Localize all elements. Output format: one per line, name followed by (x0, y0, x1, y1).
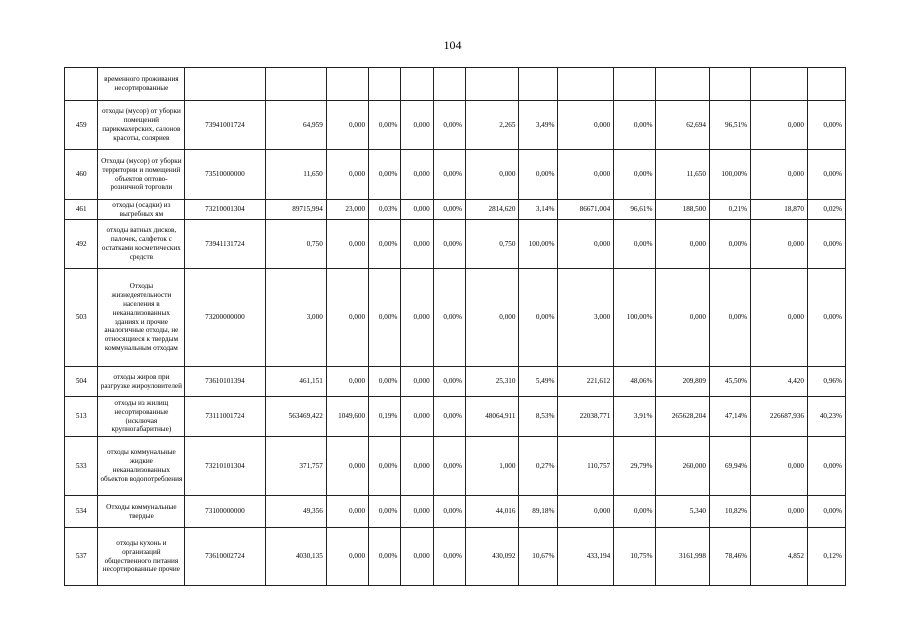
percent-cell: 0,00% (519, 150, 558, 200)
row-id: 513 (65, 397, 98, 437)
percent-cell: 0,12% (807, 528, 845, 586)
waste-statistics-table (64, 67, 846, 586)
percent-cell: 0,00% (614, 150, 656, 200)
percent-cell: 78,46% (709, 528, 750, 586)
value-cell: 0,000 (326, 496, 368, 528)
percent-cell: 0,00% (369, 367, 401, 397)
percent-cell: 10,67% (519, 528, 558, 586)
value-cell: 0,000 (656, 220, 709, 269)
value-cell: 0,000 (751, 496, 808, 528)
percent-cell: 100,00% (709, 150, 750, 200)
value-cell: 0,000 (401, 437, 433, 496)
row-id: 459 (65, 101, 98, 150)
percent-cell: 0,00% (433, 496, 465, 528)
percent-cell: 5,49% (519, 367, 558, 397)
percent-cell: 0,96% (807, 367, 845, 397)
table-row (65, 437, 846, 496)
value-cell: 23,000 (326, 200, 368, 220)
value-cell: 48064,911 (466, 397, 519, 437)
value-cell (369, 68, 401, 101)
percent-cell: 96,61% (614, 200, 656, 220)
waste-name: отходы из жилищ несортированные (исключая крупногабаритные) (98, 397, 185, 437)
value-cell: 0,000 (558, 496, 614, 528)
value-cell: 0,000 (558, 150, 614, 200)
value-cell (807, 68, 845, 101)
percent-cell: 89,18% (519, 496, 558, 528)
value-cell: 0,000 (326, 220, 368, 269)
waste-name: отходы (мусор) от уборки помещений парикмахерских, салонов красоты, соляриев (98, 101, 185, 150)
fkko-code: 73100000000 (185, 496, 265, 528)
percent-cell: 0,03% (369, 200, 401, 220)
waste-name: отходы коммунальные жидкие неканализованных объектов водопотребления (98, 437, 185, 496)
value-cell (433, 68, 465, 101)
percent-cell: 40,23% (807, 397, 845, 437)
value-cell: 265628,204 (656, 397, 709, 437)
value-cell (466, 68, 519, 101)
value-cell: 62,694 (656, 101, 709, 150)
value-cell: 209,809 (656, 367, 709, 397)
total-mass: 49,356 (265, 496, 326, 528)
value-cell: 0,000 (466, 269, 519, 367)
table-row (65, 528, 846, 586)
table-row (65, 496, 846, 528)
value-cell: 0,000 (326, 437, 368, 496)
value-cell: 0,750 (466, 220, 519, 269)
percent-cell: 0,00% (709, 220, 750, 269)
waste-name: Отходы жизнедеятельности населения в неканализованных зданиях и прочие аналогичные отходы, не относящиеся к твердым коммунальным отходам (98, 269, 185, 367)
percent-cell: 0,00% (807, 101, 845, 150)
total-mass: 64,959 (265, 101, 326, 150)
value-cell: 260,000 (656, 437, 709, 496)
value-cell: 0,000 (558, 220, 614, 269)
waste-name: отходы ватных дисков, палочек, салфеток с остатками косметических средств (98, 220, 185, 269)
value-cell: 0,000 (558, 101, 614, 150)
value-cell: 0,000 (401, 528, 433, 586)
value-cell: 0,000 (466, 150, 519, 200)
percent-cell: 0,00% (614, 101, 656, 150)
row-id: 533 (65, 437, 98, 496)
row-id: 503 (65, 269, 98, 367)
value-cell: 2,265 (466, 101, 519, 150)
value-cell (656, 68, 709, 101)
fkko-code (185, 68, 265, 101)
table-row (65, 68, 846, 101)
fkko-code: 73111001724 (185, 397, 265, 437)
value-cell (558, 68, 614, 101)
value-cell (614, 68, 656, 101)
value-cell: 0,000 (751, 220, 808, 269)
total-mass: 371,757 (265, 437, 326, 496)
value-cell: 0,000 (401, 397, 433, 437)
waste-name: Отходы коммунальные твердые (98, 496, 185, 528)
value-cell: 25,310 (466, 367, 519, 397)
percent-cell: 0,00% (433, 269, 465, 367)
value-cell: 433,194 (558, 528, 614, 586)
percent-cell: 47,14% (709, 397, 750, 437)
value-cell: 11,650 (656, 150, 709, 200)
percent-cell: 0,00% (807, 269, 845, 367)
value-cell: 22038,771 (558, 397, 614, 437)
percent-cell: 0,00% (807, 150, 845, 200)
value-cell: 0,000 (326, 269, 368, 367)
table-row (65, 150, 846, 200)
percent-cell: 48,06% (614, 367, 656, 397)
fkko-code: 73941001724 (185, 101, 265, 150)
percent-cell: 0,00% (369, 220, 401, 269)
percent-cell: 0,00% (433, 150, 465, 200)
percent-cell: 0,00% (433, 101, 465, 150)
value-cell (751, 68, 808, 101)
table-row (65, 269, 846, 367)
total-mass: 0,750 (265, 220, 326, 269)
value-cell: 0,000 (751, 269, 808, 367)
percent-cell: 0,00% (369, 528, 401, 586)
value-cell: 3161,998 (656, 528, 709, 586)
value-cell: 188,500 (656, 200, 709, 220)
total-mass: 3,000 (265, 269, 326, 367)
percent-cell: 10,75% (614, 528, 656, 586)
total-mass: 4030,135 (265, 528, 326, 586)
value-cell: 86671,004 (558, 200, 614, 220)
row-id: 534 (65, 496, 98, 528)
percent-cell: 0,00% (433, 200, 465, 220)
percent-cell: 0,00% (433, 367, 465, 397)
fkko-code: 73210001304 (185, 200, 265, 220)
percent-cell: 0,00% (433, 220, 465, 269)
row-id: 504 (65, 367, 98, 397)
value-cell: 4,420 (751, 367, 808, 397)
fkko-code: 73200000000 (185, 269, 265, 367)
waste-name: Отходы (мусор) от уборки территории и помещений объектов оптово-розничной торговли (98, 150, 185, 200)
percent-cell: 29,79% (614, 437, 656, 496)
total-mass: 11,650 (265, 150, 326, 200)
waste-name: отходы жиров при разгрузке жироуловителей (98, 367, 185, 397)
row-id (65, 68, 98, 101)
value-cell: 1049,600 (326, 397, 368, 437)
fkko-code: 73610002724 (185, 528, 265, 586)
value-cell: 0,000 (751, 437, 808, 496)
percent-cell: 96,51% (709, 101, 750, 150)
value-cell: 0,000 (326, 367, 368, 397)
percent-cell: 10,82% (709, 496, 750, 528)
percent-cell: 0,00% (369, 437, 401, 496)
fkko-code: 73210101304 (185, 437, 265, 496)
table-row (65, 101, 846, 150)
value-cell: 18,870 (751, 200, 808, 220)
percent-cell: 0,00% (519, 269, 558, 367)
percent-cell: 0,00% (369, 101, 401, 150)
value-cell: 0,000 (326, 528, 368, 586)
total-mass: 563469,422 (265, 397, 326, 437)
value-cell: 2814,620 (466, 200, 519, 220)
value-cell: 0,000 (401, 150, 433, 200)
value-cell: 5,340 (656, 496, 709, 528)
percent-cell: 0,00% (709, 269, 750, 367)
row-id: 492 (65, 220, 98, 269)
percent-cell: 0,00% (433, 397, 465, 437)
percent-cell: 0,00% (807, 220, 845, 269)
waste-name: отходы кухонь и организаций общественного питания несортированные прочие (98, 528, 185, 586)
percent-cell: 0,00% (807, 496, 845, 528)
value-cell: 0,000 (326, 101, 368, 150)
percent-cell: 0,00% (433, 528, 465, 586)
value-cell: 221,612 (558, 367, 614, 397)
value-cell: 0,000 (751, 150, 808, 200)
percent-cell: 0,02% (807, 200, 845, 220)
row-id: 537 (65, 528, 98, 586)
percent-cell: 3,14% (519, 200, 558, 220)
percent-cell: 69,94% (709, 437, 750, 496)
value-cell: 4,852 (751, 528, 808, 586)
percent-cell: 0,00% (433, 437, 465, 496)
percent-cell: 8,53% (519, 397, 558, 437)
value-cell: 0,000 (401, 200, 433, 220)
value-cell (519, 68, 558, 101)
value-cell (401, 68, 433, 101)
percent-cell: 100,00% (519, 220, 558, 269)
value-cell: 44,016 (466, 496, 519, 528)
value-cell (265, 68, 326, 101)
value-cell: 0,000 (401, 269, 433, 367)
value-cell: 3,000 (558, 269, 614, 367)
page-number: 104 (443, 38, 462, 52)
value-cell: 226687,936 (751, 397, 808, 437)
waste-name: временного проживания несортированные (98, 68, 185, 101)
percent-cell: 0,00% (369, 150, 401, 200)
percent-cell: 100,00% (614, 269, 656, 367)
percent-cell: 0,00% (614, 220, 656, 269)
fkko-code: 73510000000 (185, 150, 265, 200)
waste-name: отходы (осадки) из выгребных ям (98, 200, 185, 220)
fkko-code: 73610101394 (185, 367, 265, 397)
value-cell (709, 68, 750, 101)
row-id: 460 (65, 150, 98, 200)
value-cell: 0,000 (656, 269, 709, 367)
percent-cell: 0,00% (369, 496, 401, 528)
value-cell: 430,092 (466, 528, 519, 586)
value-cell (326, 68, 368, 101)
value-cell: 1,000 (466, 437, 519, 496)
total-mass: 461,151 (265, 367, 326, 397)
percent-cell: 0,00% (614, 496, 656, 528)
table-row (65, 200, 846, 220)
value-cell: 0,000 (401, 220, 433, 269)
percent-cell: 45,50% (709, 367, 750, 397)
percent-cell: 0,21% (709, 200, 750, 220)
value-cell: 0,000 (751, 101, 808, 150)
percent-cell: 3,49% (519, 101, 558, 150)
value-cell: 110,757 (558, 437, 614, 496)
percent-cell: 3,91% (614, 397, 656, 437)
value-cell: 0,000 (401, 101, 433, 150)
percent-cell: 0,00% (369, 269, 401, 367)
value-cell: 0,000 (401, 367, 433, 397)
value-cell: 0,000 (326, 150, 368, 200)
percent-cell: 0,19% (369, 397, 401, 437)
table-row (65, 220, 846, 269)
total-mass: 89715,994 (265, 200, 326, 220)
row-id: 461 (65, 200, 98, 220)
percent-cell: 0,00% (807, 437, 845, 496)
fkko-code: 73941131724 (185, 220, 265, 269)
table-row (65, 397, 846, 437)
table-row (65, 367, 846, 397)
value-cell: 0,000 (401, 496, 433, 528)
percent-cell: 0,27% (519, 437, 558, 496)
